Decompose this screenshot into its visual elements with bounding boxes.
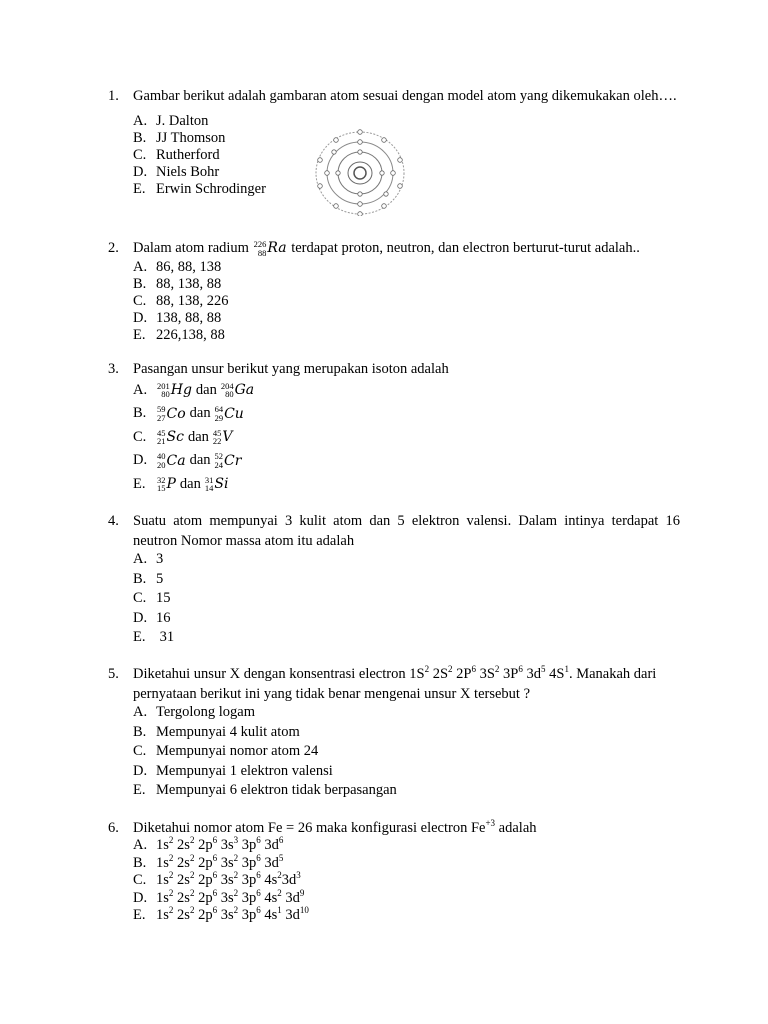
option-text: Mempunyai 6 elektron tidak berpasangan bbox=[156, 782, 397, 798]
question-5 bbox=[108, 664, 680, 802]
orbital: 3p bbox=[241, 907, 257, 923]
mass-number: 40 bbox=[157, 451, 166, 462]
option-text: Erwin Schrodinger bbox=[156, 180, 266, 197]
option-a bbox=[133, 379, 680, 403]
option-letter: E. bbox=[133, 782, 146, 798]
element-symbol: Ga bbox=[234, 382, 255, 399]
option-letter: C. bbox=[133, 590, 147, 606]
question-text-after: . Manakah dari pernyataan berikut ini yang tidak benar mengenai unsur X tersebut ? bbox=[133, 666, 657, 702]
element-symbol: Cr bbox=[224, 452, 242, 469]
atomic-number: 80 bbox=[225, 389, 234, 400]
element-symbol: Si bbox=[214, 476, 229, 493]
orbital-count: 6 bbox=[278, 835, 284, 845]
option-letter: C. bbox=[133, 743, 147, 759]
option-letter: C. bbox=[133, 292, 147, 309]
option-text: Rutherford bbox=[156, 146, 220, 163]
orbital: 3s bbox=[220, 889, 234, 906]
option-letter: B. bbox=[133, 129, 147, 146]
option-e bbox=[133, 327, 680, 344]
orbital-count: 2 bbox=[233, 887, 239, 898]
option-letter: D. bbox=[133, 889, 148, 906]
isotope-notation bbox=[254, 240, 287, 258]
option-letter: D. bbox=[133, 762, 148, 779]
mass-number: 52 bbox=[214, 451, 223, 462]
orbital: 2p bbox=[198, 837, 213, 853]
orbital: 3s bbox=[220, 872, 234, 888]
option-letter: D. bbox=[133, 452, 148, 469]
option-c bbox=[133, 426, 680, 450]
conjunction: dan bbox=[179, 475, 201, 492]
orbital-count: 3 bbox=[233, 835, 239, 845]
orbital: 1s bbox=[156, 872, 169, 888]
option-letter: E. bbox=[133, 180, 146, 197]
question-text-before: Diketahui nomor atom Fe = 26 maka konfigurasi electron Fe bbox=[133, 820, 486, 836]
orbital-count: 5 bbox=[541, 664, 546, 674]
option-letter: A. bbox=[133, 837, 148, 853]
option-a bbox=[133, 259, 680, 276]
orbital: 3p bbox=[241, 872, 257, 888]
option-letter: C. bbox=[133, 872, 147, 888]
option-text: Tergolong logam bbox=[156, 704, 255, 720]
conjunction: dan bbox=[189, 452, 211, 469]
conjunction: dan bbox=[189, 405, 211, 422]
orbital-count: 2 bbox=[168, 887, 174, 898]
orbital-count: 2 bbox=[189, 870, 195, 880]
option-letter: A. bbox=[133, 704, 148, 720]
option-text: 86, 88, 138 bbox=[156, 258, 222, 275]
option-d bbox=[133, 310, 680, 327]
isotope-notation bbox=[213, 429, 233, 446]
option-list bbox=[133, 551, 680, 649]
option-letter: A. bbox=[133, 551, 148, 567]
mass-number: 45 bbox=[157, 427, 166, 438]
isotope-notation bbox=[221, 382, 254, 399]
question-text-before: Dalam atom radium bbox=[133, 240, 249, 257]
orbital-count: 6 bbox=[256, 887, 261, 898]
orbital-count: 6 bbox=[256, 835, 261, 845]
option-c bbox=[133, 590, 680, 610]
option-c bbox=[133, 293, 680, 310]
option-text: 16 bbox=[156, 609, 171, 626]
option-text: Mempunyai 1 elektron valensi bbox=[156, 762, 333, 779]
atomic-number: 29 bbox=[214, 412, 224, 423]
mass-number: 45 bbox=[212, 427, 222, 438]
option-letter: B. bbox=[133, 275, 147, 292]
option-letter: A. bbox=[133, 381, 148, 398]
orbital: 2s bbox=[177, 872, 190, 888]
question-text: Suatu atom mempunyai 3 kulit atom dan 5 elektron valensi. Dalam intinya terdapat 16 neutron Nomor massa atom itu adalah bbox=[133, 513, 680, 549]
orbital-count: 2 bbox=[277, 870, 282, 880]
orbital-count: 2 bbox=[233, 870, 239, 880]
option-b bbox=[133, 724, 680, 744]
orbital-count: 6 bbox=[212, 852, 218, 863]
question-text-before: Diketahui unsur X dengan konsentrasi electron bbox=[133, 666, 406, 682]
isotope-notation bbox=[205, 476, 229, 493]
atomic-number: 14 bbox=[204, 483, 214, 494]
orbital: 4s bbox=[264, 872, 278, 888]
isotope-notation bbox=[215, 405, 244, 422]
orbital-count: 2 bbox=[168, 905, 174, 915]
option-letter: C. bbox=[133, 428, 147, 445]
orbital: 2P bbox=[456, 666, 472, 682]
option-letter: D. bbox=[133, 609, 148, 626]
question-text: Gambar berikut adalah gambaran atom sesuai dengan model atom yang dikemukakan oleh…. bbox=[133, 88, 677, 104]
orbital-count: 6 bbox=[212, 835, 218, 845]
question-number: 4. bbox=[108, 513, 119, 529]
orbital: 4s bbox=[264, 889, 278, 906]
isotope-notation bbox=[157, 452, 186, 469]
option-d bbox=[133, 164, 680, 181]
orbital-count: 6 bbox=[212, 905, 218, 915]
orbital: 1S bbox=[409, 666, 425, 682]
orbital-count: 6 bbox=[518, 664, 523, 674]
option-b bbox=[133, 402, 680, 426]
nucleus bbox=[354, 167, 366, 179]
orbital-count: 6 bbox=[256, 852, 261, 863]
option-letter: B. bbox=[133, 405, 147, 422]
option-text: Niels Bohr bbox=[156, 163, 220, 180]
orbital: 3d bbox=[264, 837, 279, 853]
option-e bbox=[133, 629, 680, 649]
option-letter: A. bbox=[133, 112, 148, 129]
option-text: 226,138, 88 bbox=[156, 326, 225, 343]
orbital: 2p bbox=[198, 907, 213, 923]
option-letter: B. bbox=[133, 854, 147, 871]
option-letter: E. bbox=[133, 326, 146, 343]
atomic-number: 15 bbox=[157, 483, 166, 494]
option-letter: D. bbox=[133, 309, 148, 326]
orbital: 3d bbox=[264, 854, 279, 871]
orbital: 3s bbox=[220, 854, 234, 871]
mass-number: 59 bbox=[157, 404, 166, 415]
atomic-number: 80 bbox=[161, 389, 170, 400]
atomic-number: 24 bbox=[214, 459, 223, 470]
element-symbol: Hg bbox=[170, 382, 192, 399]
question-number: 1. bbox=[108, 88, 119, 104]
option-a bbox=[133, 551, 680, 571]
isotope-notation bbox=[157, 476, 176, 493]
orbital: 1s bbox=[156, 854, 169, 871]
orbital-count: 9 bbox=[299, 887, 305, 898]
option-letter: E. bbox=[133, 629, 146, 645]
question-number: 6. bbox=[108, 820, 119, 836]
orbital-count: 2 bbox=[189, 852, 195, 863]
question-3 bbox=[108, 361, 680, 496]
element-symbol: Cu bbox=[224, 405, 244, 422]
option-list bbox=[133, 379, 680, 497]
orbital-count: 2 bbox=[494, 664, 500, 674]
orbital: 3S bbox=[479, 666, 495, 682]
element-symbol: V bbox=[222, 429, 233, 446]
option-e bbox=[133, 907, 680, 925]
isotope-notation bbox=[215, 452, 242, 469]
option-a bbox=[133, 113, 680, 130]
option-text: 88, 138, 88 bbox=[156, 275, 222, 292]
orbital-count: 2 bbox=[168, 835, 174, 845]
option-letter: E. bbox=[133, 475, 146, 492]
option-b bbox=[133, 130, 680, 147]
option-letter: B. bbox=[133, 723, 147, 740]
atomic-number: 22 bbox=[212, 436, 222, 447]
orbital: 2S bbox=[432, 666, 449, 682]
mass-number: 201 bbox=[157, 380, 170, 391]
option-d bbox=[133, 763, 680, 783]
orbital-count: 2 bbox=[189, 887, 195, 898]
orbital-count: 1 bbox=[277, 905, 282, 915]
question-number: 5. bbox=[108, 666, 119, 682]
electron-config bbox=[156, 887, 305, 908]
orbital: 2p bbox=[198, 854, 213, 871]
option-list bbox=[133, 113, 680, 198]
orbital-count: 6 bbox=[256, 870, 261, 880]
element-symbol: Sc bbox=[166, 429, 184, 446]
orbital-count: 1 bbox=[564, 664, 569, 674]
option-text: J. Dalton bbox=[156, 112, 209, 129]
mass-number: 32 bbox=[157, 474, 166, 485]
question-4 bbox=[108, 511, 680, 649]
option-text: JJ Thomson bbox=[156, 129, 226, 146]
orbital: 3d bbox=[526, 666, 541, 682]
question-text bbox=[133, 664, 680, 704]
atom-model-figure bbox=[314, 126, 406, 216]
orbital: 1s bbox=[156, 889, 169, 906]
electron-config bbox=[156, 852, 284, 873]
option-d bbox=[133, 449, 680, 473]
conjunction: dan bbox=[187, 428, 209, 445]
question-number: 3. bbox=[108, 361, 119, 377]
atomic-number: 27 bbox=[157, 412, 166, 423]
orbital: 3s bbox=[220, 907, 234, 923]
orbital: 2s bbox=[177, 837, 190, 853]
orbital-count: 10 bbox=[299, 905, 309, 915]
question-text bbox=[133, 240, 680, 258]
option-text: Mempunyai nomor atom 24 bbox=[156, 743, 319, 759]
orbital-count: 2 bbox=[189, 835, 195, 845]
orbital-count: 2 bbox=[424, 664, 430, 674]
question-number: 2. bbox=[108, 240, 119, 256]
ion-charge: +3 bbox=[485, 818, 496, 828]
orbital: 3d bbox=[285, 889, 300, 906]
option-list bbox=[133, 259, 680, 344]
option-e bbox=[133, 782, 680, 802]
isotope-notation bbox=[157, 429, 184, 446]
option-e bbox=[133, 181, 680, 198]
element-symbol: P bbox=[166, 476, 176, 493]
orbital-count: 6 bbox=[471, 664, 476, 674]
option-list bbox=[133, 837, 680, 925]
question-text-after: adalah bbox=[498, 820, 537, 836]
orbital-count: 2 bbox=[233, 905, 239, 915]
orbital-count: 2 bbox=[233, 852, 239, 863]
mass-number: 226 bbox=[253, 239, 267, 250]
option-letter: C. bbox=[133, 146, 147, 163]
orbital: 4S bbox=[549, 666, 565, 682]
question-2 bbox=[108, 240, 680, 344]
option-letter: A. bbox=[133, 258, 148, 275]
atomic-number: 88 bbox=[257, 247, 267, 258]
orbital-count: 2 bbox=[168, 870, 174, 880]
mass-number: 31 bbox=[204, 474, 214, 485]
option-text: 138, 88, 88 bbox=[156, 309, 222, 326]
option-e bbox=[133, 473, 680, 497]
orbital: 2p bbox=[198, 889, 213, 906]
mass-number: 204 bbox=[220, 380, 234, 391]
option-list bbox=[133, 704, 680, 802]
option-letter: B. bbox=[133, 570, 147, 587]
orbital: 1s bbox=[156, 907, 169, 923]
orbital-count: 2 bbox=[189, 905, 195, 915]
atomic-number: 20 bbox=[157, 459, 166, 470]
orbital: 2p bbox=[198, 872, 213, 888]
question-text: Pasangan unsur berikut yang merupakan isoton adalah bbox=[133, 361, 449, 377]
element-symbol: Co bbox=[166, 405, 186, 422]
orbital-count: 2 bbox=[448, 664, 453, 674]
option-letter: D. bbox=[133, 163, 148, 180]
atomic-number: 21 bbox=[157, 436, 166, 447]
option-d bbox=[133, 610, 680, 630]
question-6 bbox=[108, 819, 680, 925]
option-b bbox=[133, 276, 680, 293]
orbital: 3d bbox=[281, 872, 297, 888]
option-text: 15 bbox=[156, 590, 171, 606]
orbital: 3P bbox=[503, 666, 519, 682]
orbital: 2s bbox=[177, 889, 190, 906]
orbital: 3p bbox=[241, 889, 257, 906]
orbital: 3p bbox=[241, 837, 257, 853]
option-text: 31 bbox=[156, 629, 175, 645]
orbital: 4s bbox=[264, 907, 278, 923]
option-text: 5 bbox=[156, 570, 164, 587]
question-text-after: terdapat proton, neutron, dan electron berturut-turut adalah.. bbox=[291, 240, 640, 257]
orbital-count: 6 bbox=[212, 887, 218, 898]
isotope-notation bbox=[157, 405, 186, 422]
orbital-count: 5 bbox=[278, 852, 284, 863]
conjunction: dan bbox=[195, 381, 217, 398]
orbital: 3d bbox=[285, 907, 300, 923]
option-text: Mempunyai 4 kulit atom bbox=[156, 723, 300, 740]
orbital: 3s bbox=[220, 837, 234, 853]
orbital-count: 2 bbox=[277, 887, 282, 898]
orbital: 2s bbox=[177, 907, 190, 923]
orbital: 2s bbox=[177, 854, 190, 871]
mass-number: 64 bbox=[214, 404, 224, 415]
orbital-count: 3 bbox=[296, 870, 301, 880]
orbital-count: 6 bbox=[212, 870, 218, 880]
option-a bbox=[133, 704, 680, 724]
orbit-ring bbox=[338, 152, 382, 194]
orbital: 1s bbox=[156, 837, 169, 853]
electron-config bbox=[409, 666, 569, 682]
orbital-count: 6 bbox=[256, 905, 261, 915]
orbital-count: 2 bbox=[168, 852, 174, 863]
isotope-notation bbox=[157, 382, 192, 399]
orbit-ring bbox=[348, 162, 372, 184]
option-c bbox=[133, 743, 680, 763]
orbital: 3p bbox=[241, 854, 257, 871]
option-text: 3 bbox=[156, 551, 164, 567]
option-c bbox=[133, 147, 680, 164]
electron-config bbox=[156, 907, 309, 925]
electron-config bbox=[156, 837, 283, 855]
option-text: 88, 138, 226 bbox=[156, 292, 229, 309]
option-b bbox=[133, 571, 680, 591]
element-symbol: Ca bbox=[166, 452, 186, 469]
element-symbol: Ra bbox=[267, 240, 287, 256]
option-letter: E. bbox=[133, 907, 146, 923]
